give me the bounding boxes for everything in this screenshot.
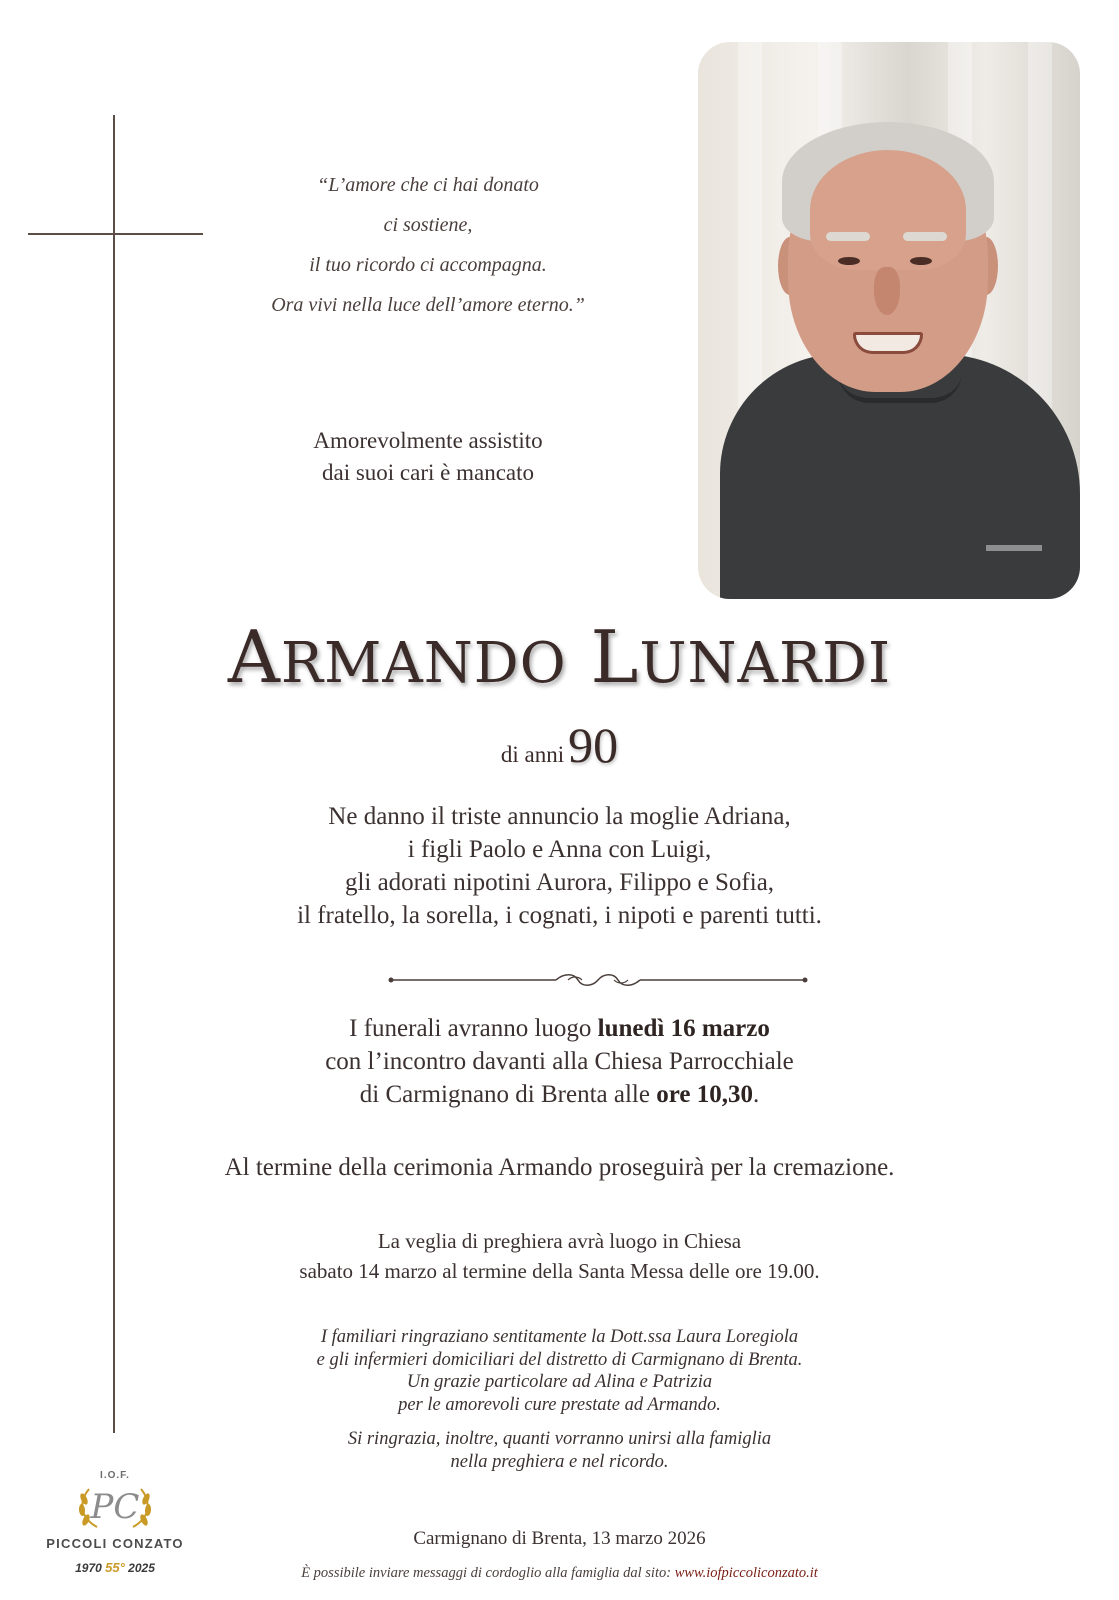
family-line: il fratello, la sorella, i cognati, i nipoti e parenti tutti.: [297, 902, 822, 929]
ornamental-divider: [388, 972, 808, 988]
funeral-line-1: I funerali avranno luogo lunedì 16 marzo: [349, 1015, 770, 1042]
intro-line: Amorevolmente assistito: [313, 428, 543, 453]
funeral-time: ore 10,30: [656, 1081, 753, 1108]
first-name-rest: RMANDO: [280, 631, 567, 696]
family-line: gli adorati nipotini Aurora, Filippo e Sofia,: [344, 869, 775, 896]
cross-horizontal-bar: [28, 233, 203, 235]
first-name-initial: A: [227, 615, 281, 699]
vigil-info: [0, 1226, 1119, 1286]
portrait-photo: [698, 42, 1080, 599]
last-name-rest: UNARDI: [639, 631, 892, 696]
quote-line: il tuo ricordo ci accompagna.: [309, 254, 547, 276]
memorial-quote: [208, 165, 648, 325]
footer-note: È possibile inviare messaggi di cordoglio alla famiglia dal sito: www.iofpiccoliconzato.it: [301, 1565, 818, 1581]
quote-line: ci sostiene,: [383, 214, 473, 236]
age-line: [0, 716, 1119, 774]
last-name-initial: L: [590, 615, 640, 699]
family-line: i figli Paolo e Anna con Luigi,: [407, 836, 712, 863]
vigil-line: La veglia di preghiera avrà luogo in Chiesa: [377, 1229, 742, 1253]
closing-line: Si ringrazia, inoltre, quanti vorranno unirsi alla famiglia: [347, 1429, 772, 1449]
place-and-date: Carmignano di Brenta, 13 marzo 2026: [413, 1528, 706, 1549]
funeral-line-3: di Carmignano di Brenta alle ore 10,30.: [359, 1081, 760, 1108]
acknowledgements: [0, 1326, 1119, 1473]
monogram: PC: [90, 1487, 140, 1527]
funeral-home-name: PICCOLI CONZATO: [46, 1536, 184, 1551]
funeral-date: lunedì 16 marzo: [597, 1015, 770, 1042]
intro-text: [228, 425, 628, 489]
thanks-line: per le amorevoli cure prestate ad Armando.: [398, 1394, 721, 1415]
intro-line: dai suoi cari è mancato: [321, 460, 535, 485]
closing-line: nella preghiera e nel ricordo.: [450, 1451, 669, 1472]
family-line: Ne danno il triste annuncio la moglie Adriana,: [328, 803, 791, 830]
deceased-name: [0, 612, 1119, 709]
family-announcement: [0, 800, 1119, 932]
quote-line: Ora vivi nella luce dell’amore eterno.”: [271, 294, 585, 316]
age-label: di anni: [500, 742, 565, 767]
iof-label: I.O.F.: [100, 1470, 130, 1481]
vigil-line: sabato 14 marzo al termine della Santa Messa delle ore 19.00.: [299, 1259, 820, 1283]
thanks-line: Un grazie particolare ad Alina e Patrizia: [406, 1372, 713, 1392]
thanks-line: e gli infermieri domiciliari del distretto di Carmignano di Brenta.: [316, 1349, 803, 1370]
funeral-line-2: con l’incontro davanti alla Chiesa Parrocchiale: [325, 1048, 794, 1075]
quote-line: “L’amore che ci hai donato: [317, 174, 539, 196]
website-link[interactable]: www.iofpiccoliconzato.it: [674, 1565, 818, 1581]
anniversary-badge: 55°: [105, 1560, 125, 1575]
age-value: 90: [568, 717, 619, 773]
funeral-home-years: 1970 55° 2025: [75, 1560, 155, 1575]
cremation-note: Al termine della cerimonia Armando proseguirà per la cremazione.: [224, 1154, 895, 1181]
laurel-wreath-icon: [75, 1483, 155, 1531]
funeral-info: [0, 1012, 1119, 1111]
thanks-line: I familiari ringraziano sentitamente la Dott.ssa Laura Loregiola: [320, 1327, 799, 1347]
